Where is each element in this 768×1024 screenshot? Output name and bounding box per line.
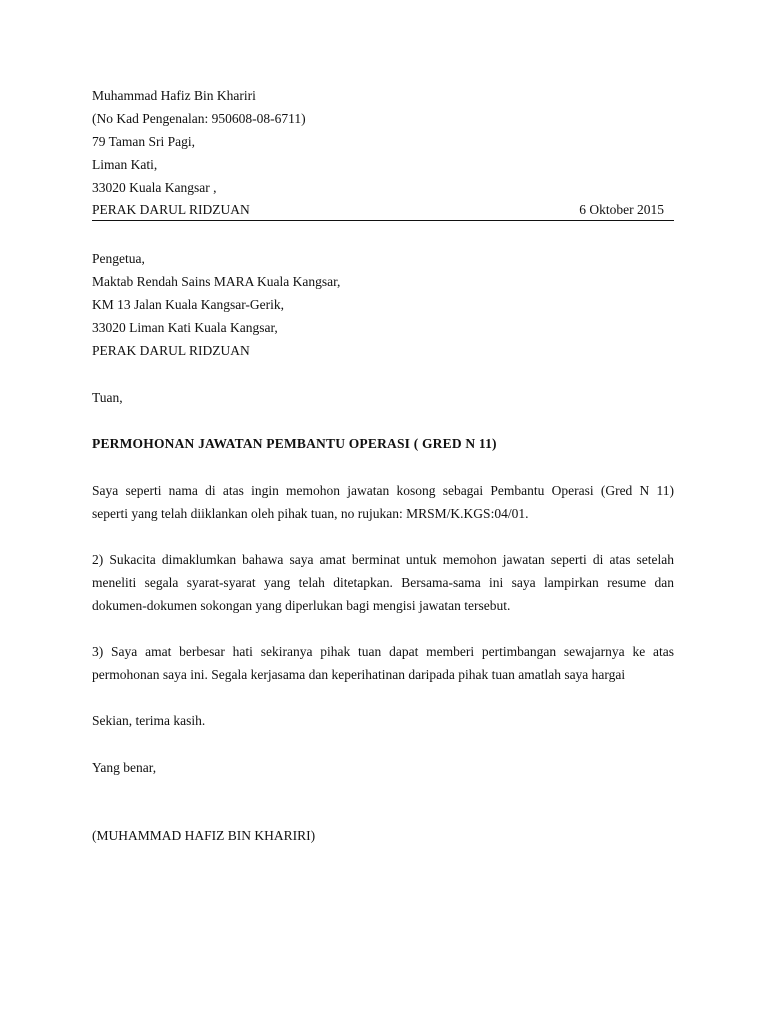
sender-address-line-3: 33020 Kuala Kangsar , [92,180,217,195]
paragraph-2-line-3: dokumen-dokumen sokongan yang diperlukan bagi mengisi jawatan tersebut. [92,598,511,613]
sender-name: Muhammad Hafiz Bin Khariri [92,88,256,103]
recipient-line-3: 33020 Liman Kati Kuala Kangsar, [92,320,278,335]
paragraph-2 [92,548,674,617]
signature-name: (MUHAMMAD HAFIZ BIN KHARIRI) [92,828,316,843]
sender-address-line-1: 79 Taman Sri Pagi, [92,134,196,149]
paragraph-1-line-1: Saya seperti nama di atas ingin memohon jawatan kosong sebagai Pembantu Operasi (Gred N 11) [92,483,674,498]
closing: Sekian, terima kasih. [92,713,206,728]
recipient-title: Pengetua, [92,251,145,266]
salutation: Tuan, [92,390,123,405]
signoff: Yang benar, [92,760,157,775]
paragraph-1-line-2: seperti yang telah diiklankan oleh pihak tuan, no rujukan: MRSM/K.KGS:04/01. [92,506,529,521]
recipient-line-2: KM 13 Jalan Kuala Kangsar-Gerik, [92,297,285,312]
paragraph-3 [92,640,674,686]
paragraph-1 [92,479,674,525]
paragraph-3-line-2: permohonan saya ini. Segala kerjasama dan keperihatinan daripada pihak tuan amatlah saya hargai [92,667,626,682]
paragraph-2-line-2: meneliti segala syarat-syarat yang telah ditetapkan. Bersama-sama ini saya lampirkan resume dan [92,575,674,590]
recipient-line-4: PERAK DARUL RIDZUAN [92,343,250,358]
sender-state-date-row [92,202,674,221]
recipient-line-1: Maktab Rendah Sains MARA Kuala Kangsar, [92,274,341,289]
subject-heading: PERMOHONAN JAWATAN PEMBANTU OPERASI ( GRED N 11) [92,436,497,451]
sender-address-line-2: Liman Kati, [92,157,158,172]
letter-date: 6 Oktober 2015 [579,202,664,217]
sender-ic: (No Kad Pengenalan: 950608-08-6711) [92,111,306,126]
sender-state: PERAK DARUL RIDZUAN [92,202,250,217]
paragraph-2-line-1: 2) Sukacita dimaklumkan bahawa saya amat berminat untuk memohon jawatan seperti di atas setelah [92,552,674,567]
paragraph-3-line-1: 3) Saya amat berbesar hati sekiranya pihak tuan dapat memberi pertimbangan sewajarnya ke atas [92,644,674,659]
